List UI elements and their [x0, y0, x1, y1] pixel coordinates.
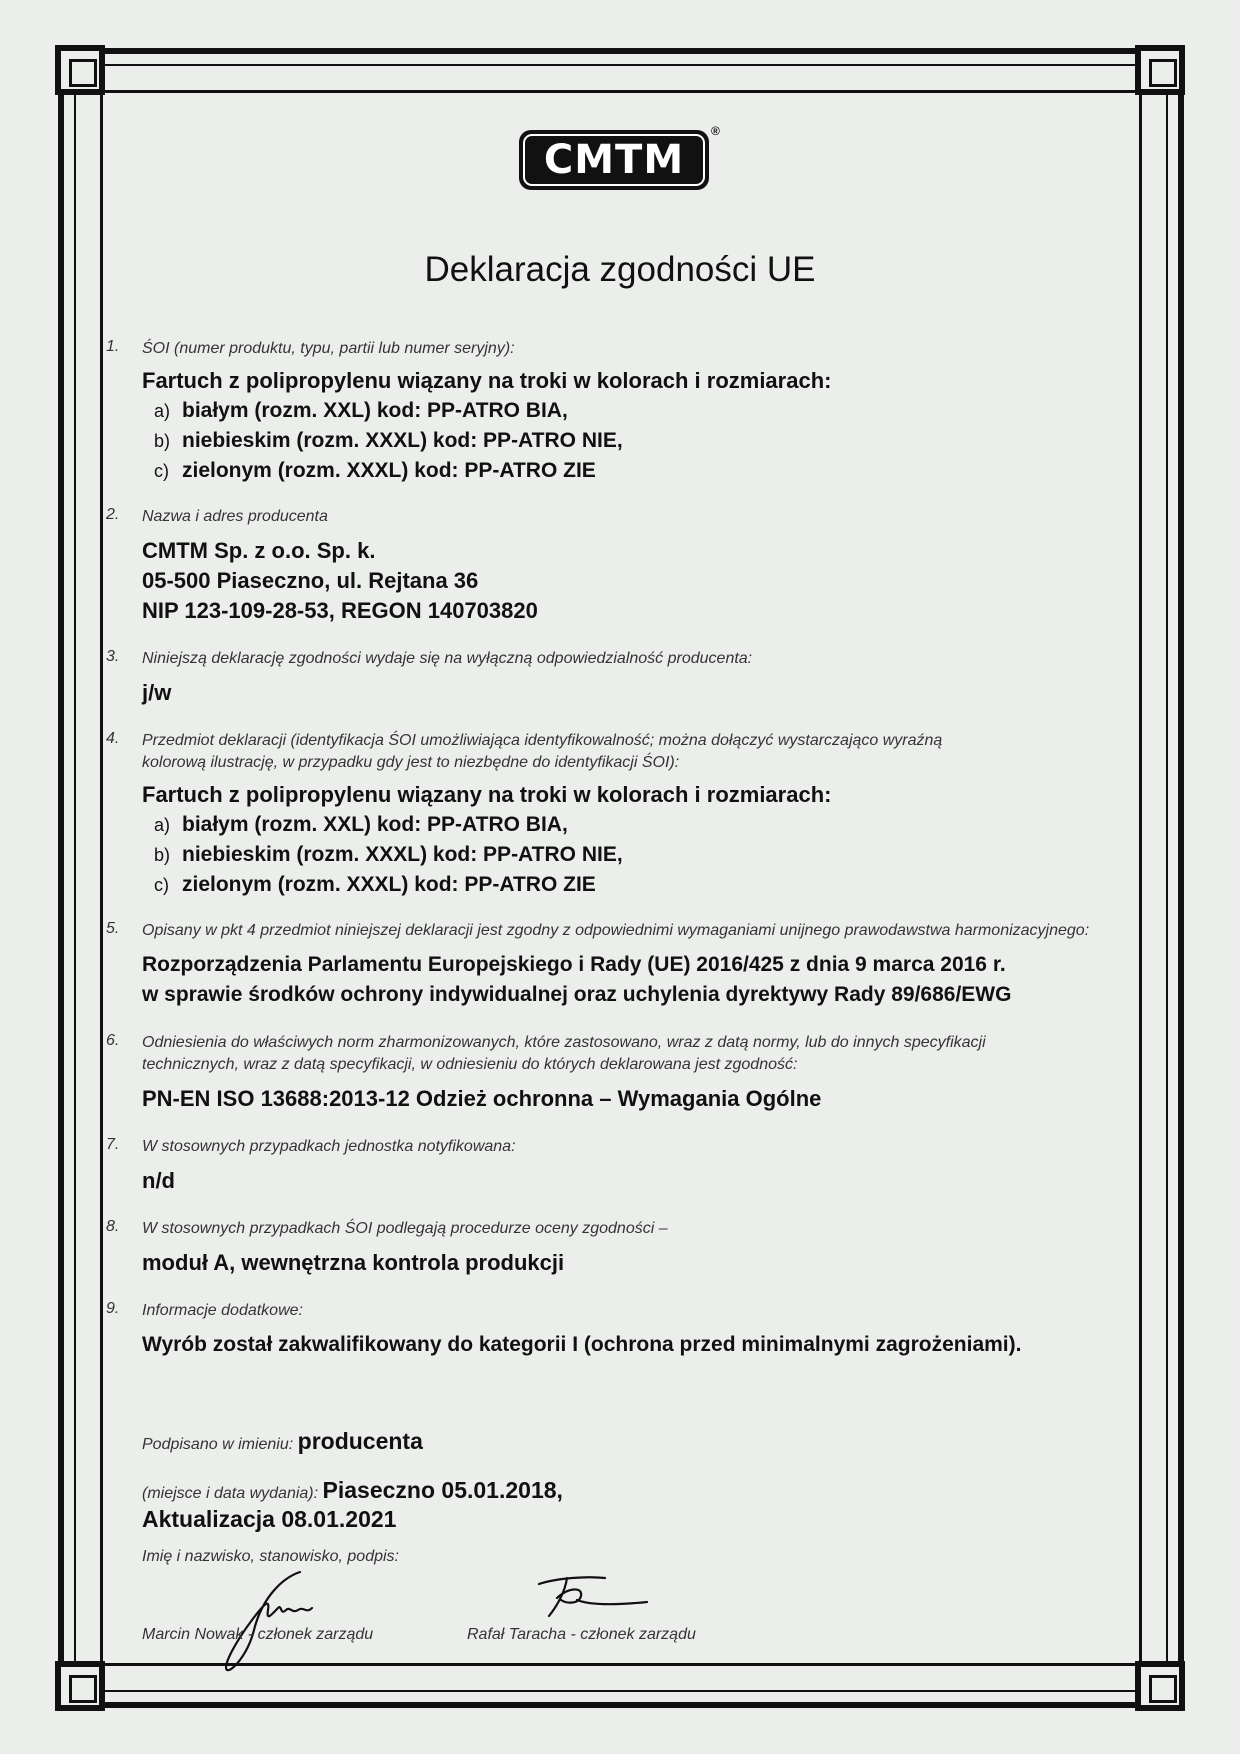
declaration-item-3: [104, 648, 1144, 708]
place-value: Piaseczno 05.01.2018,: [322, 1477, 563, 1503]
item-label: Niniejszą deklarację zgodności wydaje się na wyłączną odpowiedzialność producenta:: [142, 650, 753, 667]
declaration-item-2: [104, 506, 1144, 626]
manufacturer-name: CMTM Sp. z o.o. Sp. k.: [142, 538, 376, 563]
item-sub-a: [142, 396, 1144, 426]
declaration-item-6: [104, 1032, 1144, 1114]
item-number: 4.: [106, 730, 120, 747]
item-number: 2.: [106, 506, 120, 523]
logo-text: CMTM: [543, 137, 685, 183]
item-value: j/w: [142, 680, 172, 705]
page-title: Deklaracja zgodności UE: [424, 250, 816, 289]
signature-1-icon: [182, 1570, 362, 1680]
item-value: PN-EN ISO 13688:2013-12 Odzież ochronna – Wymagania Ogólne: [142, 1086, 822, 1111]
company-logo: [519, 124, 720, 190]
item-number: 5.: [106, 920, 120, 937]
item-number: 9.: [106, 1300, 120, 1317]
signed-on-behalf: [142, 1428, 1042, 1455]
item-sub-a: [142, 810, 1144, 840]
sub-text: zielonym (rozm. XXXL) kod: PP-ATRO ZIE: [182, 459, 596, 482]
names-label: Imię i nazwisko, stanowisko, podpis:: [142, 1548, 399, 1565]
place-label: (miejsce i data wydania):: [142, 1485, 319, 1502]
item-label: Przedmiot deklaracji (identyfikacja ŚOI umożliwiająca identyfikowalność; można dołączyć wystarczająco wyraźną kolorową ilustrację, w przypadku gdy jest to niezbędne do identyfikacji ŚOI):: [142, 732, 943, 771]
corner-ornament: [55, 45, 105, 95]
item-label: Odniesienia do właściwych norm zharmonizowanych, które zastosowano, wraz z datą normy, lub do innych specyfikacji technicznych, wraz z datą specyfikacji, w odniesieniu do których deklarowana jest zgodność:: [142, 1034, 986, 1073]
declaration-item-8: [104, 1218, 1144, 1278]
logo-badge: [519, 130, 709, 190]
item-sub-b: [142, 426, 1144, 456]
sub-text: białym (rozm. XXL) kod: PP-ATRO BIA,: [182, 399, 568, 422]
sub-text: białym (rozm. XXL) kod: PP-ATRO BIA,: [182, 813, 568, 836]
item-label: Informacje dodatkowe:: [142, 1302, 303, 1319]
sub-text: niebieskim (rozm. XXXL) kod: PP-ATRO NIE,: [182, 843, 623, 866]
declaration-item-9: [104, 1300, 1144, 1360]
item-sub-c: [142, 870, 1144, 900]
sub-letter: b): [154, 431, 171, 451]
item-number: 7.: [106, 1136, 120, 1153]
item-label: W stosownych przypadkach jednostka notyfikowana:: [142, 1138, 516, 1155]
names-label-row: [142, 1548, 1042, 1566]
corner-ornament: [1135, 45, 1185, 95]
item-sub-c: [142, 456, 1144, 486]
regulation-line-1: Rozporządzenia Parlamentu Europejskiego i Rady (UE) 2016/425 z dnia 9 marca 2016 r.: [142, 953, 1006, 976]
signing-section: [142, 1428, 1042, 1580]
sub-letter: c): [154, 875, 169, 895]
declaration-item-1: [104, 338, 1144, 486]
on-behalf-label: Podpisano w imieniu:: [142, 1436, 294, 1453]
item-value: Fartuch z polipropylenu wiązany na troki w kolorach i rozmiarach:: [142, 368, 832, 393]
item-label: Nazwa i adres producenta: [142, 508, 328, 525]
item-value: Wyrób został zakwalifikowany do kategorii I (ochrona przed minimalnymi zagrożeniami).: [142, 1333, 1022, 1356]
signer-2-name: Rafał Taracha - członek zarządu: [467, 1626, 696, 1643]
item-sub-b: [142, 840, 1144, 870]
item-value: moduł A, wewnętrzna kontrola produkcji: [142, 1250, 565, 1275]
item-number: 8.: [106, 1218, 120, 1235]
manufacturer-address: 05-500 Piaseczno, ul. Rejtana 36: [142, 568, 479, 593]
sub-letter: b): [154, 845, 171, 865]
item-label: ŚOI (numer produktu, typu, partii lub numer seryjny):: [142, 340, 515, 357]
corner-ornament: [1135, 1661, 1185, 1711]
regulation-line-2: w sprawie środków ochrony indywidualnej oraz uchylenia dyrektywy Rady 89/686/EWG: [142, 983, 1012, 1006]
corner-ornament: [55, 1661, 105, 1711]
sub-text: niebieskim (rozm. XXXL) kod: PP-ATRO NIE,: [182, 429, 623, 452]
signer-1-name: Marcin Nowak - członek zarządu: [142, 1626, 374, 1643]
registered-mark: ®: [711, 124, 720, 138]
sub-letter: a): [154, 815, 171, 835]
place-and-date: [142, 1477, 1042, 1534]
sub-letter: c): [154, 461, 169, 481]
item-value: [142, 536, 1144, 626]
item-number: 3.: [106, 648, 120, 665]
on-behalf-value: producenta: [297, 1428, 423, 1454]
declaration-item-4: [104, 730, 1144, 900]
declaration-items: [104, 338, 1144, 1382]
signatures: [142, 1570, 1042, 1680]
item-number: 1.: [106, 338, 120, 355]
declaration-item-5: [104, 920, 1144, 1010]
item-value: Fartuch z polipropylenu wiązany na troki w kolorach i rozmiarach:: [142, 782, 832, 807]
sub-letter: a): [154, 401, 171, 421]
manufacturer-ids: NIP 123-109-28-53, REGON 140703820: [142, 598, 538, 623]
sub-text: zielonym (rozm. XXXL) kod: PP-ATRO ZIE: [182, 873, 596, 896]
item-label: Opisany w pkt 4 przedmiot niniejszej deklaracji jest zgodny z odpowiednimi wymaganiami unijnego prawodawstwa harmonizacyjnego:: [142, 922, 1090, 939]
item-number: 6.: [106, 1032, 120, 1049]
item-value: [142, 950, 1144, 1010]
declaration-item-7: [104, 1136, 1144, 1196]
item-label: W stosownych przypadkach ŚOI podlegają procedurze oceny zgodności –: [142, 1220, 668, 1237]
item-value: n/d: [142, 1168, 175, 1193]
signature-2-icon: [527, 1570, 667, 1630]
update-date: Aktualizacja 08.01.2021: [142, 1506, 397, 1532]
